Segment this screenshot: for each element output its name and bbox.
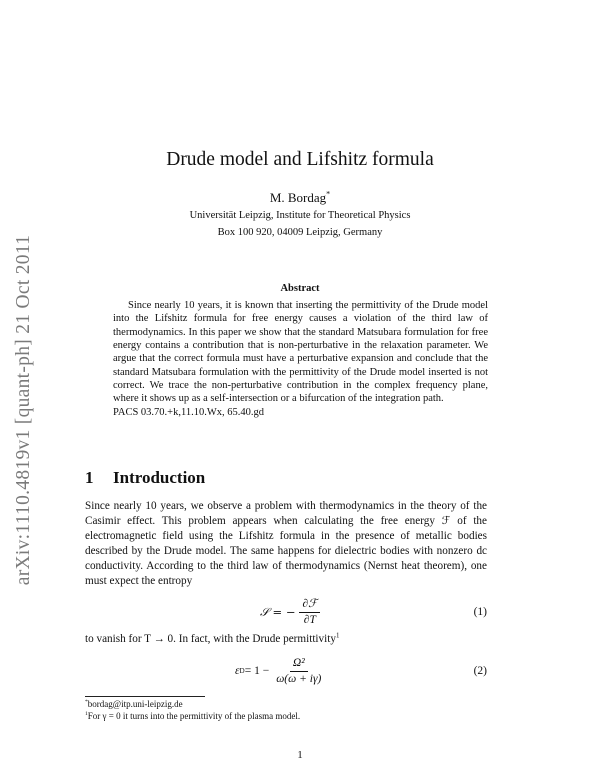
- equation-2-numerator: Ω²: [290, 657, 308, 672]
- footnote-plasma-mark: 1: [85, 711, 88, 717]
- equation-2-body: ε D = 1 − $\frac{\text{Ω²}}{\omega(\omega + i\gamma)}$: [235, 654, 328, 688]
- equation-2: [85, 654, 487, 688]
- continuation-text: to vanish for T → 0. In fact, with the Drude permittivity: [85, 633, 336, 645]
- footnote-divider: [85, 696, 205, 697]
- equation-1-numerator: ∂ℱ: [299, 598, 320, 613]
- author-name: M. Bordag: [269, 190, 327, 205]
- footnote-email: [85, 698, 300, 710]
- equation-2-symbol: ε: [235, 665, 240, 677]
- affiliation-line-1: Universität Leipzig, Institute for Theoretical Physics: [189, 210, 411, 221]
- equation-1-label: (1): [473, 606, 487, 618]
- intro-text: Since nearly 10 years, we observe a problem with thermodynamics in the theory of the Casimir effect. This problem appears when calculating the free energy ℱ of the electromagnetic field using the Lifshitz formula in the presence of metallic bodies described by the Drude model. The same happens for dielectric bodies with nonzero dc conductivity. According to the third law of thermodynamics (Nernst heat theorem), one must expect the entropy: [85, 500, 487, 587]
- footnote-email-mark: *: [85, 699, 88, 705]
- equation-2-label: (2): [473, 665, 487, 677]
- abstract-body: [113, 299, 488, 406]
- abstract-heading: Abstract: [280, 283, 320, 294]
- author-line: [0, 190, 600, 206]
- footnote-1-ref: 1: [335, 631, 340, 640]
- affiliation-line-2: Box 100 920, 04009 Leipzig, Germany: [217, 227, 383, 238]
- footnote-plasma: [85, 710, 300, 722]
- author-footnote-mark: *: [326, 189, 331, 199]
- intro-paragraph: [85, 499, 487, 589]
- arxiv-identifier-margin: [0, 0, 46, 776]
- section-heading: [85, 468, 205, 488]
- footnote-email-text: bordag@itp.uni-leipzig.de: [87, 699, 183, 709]
- equation-1-fraction: [299, 598, 320, 627]
- equation-2-lhs: = 1 −: [244, 665, 270, 677]
- equation-1-lhs: 𝒮 = −: [260, 604, 296, 619]
- section-title: Introduction: [113, 468, 206, 487]
- pacs-codes: PACS 03.70.+k,11.10.Wx, 65.40.gd: [113, 407, 264, 418]
- equation-1: [85, 595, 487, 629]
- equation-2-fraction: [273, 657, 324, 686]
- arxiv-identifier: arXiv:1110.4819v1 [quant-ph] 21 Oct 2011: [13, 234, 34, 586]
- intro-continuation: [85, 633, 339, 645]
- equation-1-denominator: ∂T: [303, 613, 316, 626]
- footnotes: [85, 698, 300, 722]
- abstract-text: Since nearly 10 years, it is known that inserting the permittivity of the Drude model into the Lifshitz formula for free energy causes a violation of the third law of thermodynamics. In this paper we show that the standard Matsubara formulation for free energy contains a contribution that is non-perturbative in the relaxation parameter. We argue that the correct formula must have a perturbative expansion and conclude that the standard Matsubara formulation with the permittivity of the Drude model inserted is not correct. We trace the non-perturbative contribution in the complex frequency plane, where it shows up as a self-intersection or a bifurcation of the integration path.: [113, 300, 488, 405]
- footnote-plasma-text: For γ = 0 it turns into the permittivity of the plasma model.: [87, 711, 301, 721]
- page-number: 1: [297, 749, 303, 761]
- paper-title: Drude model and Lifshitz formula: [166, 149, 434, 170]
- equation-1-body: [260, 595, 324, 629]
- equation-2-denominator: ω(ω + iγ): [276, 672, 322, 685]
- section-number: 1: [85, 468, 94, 487]
